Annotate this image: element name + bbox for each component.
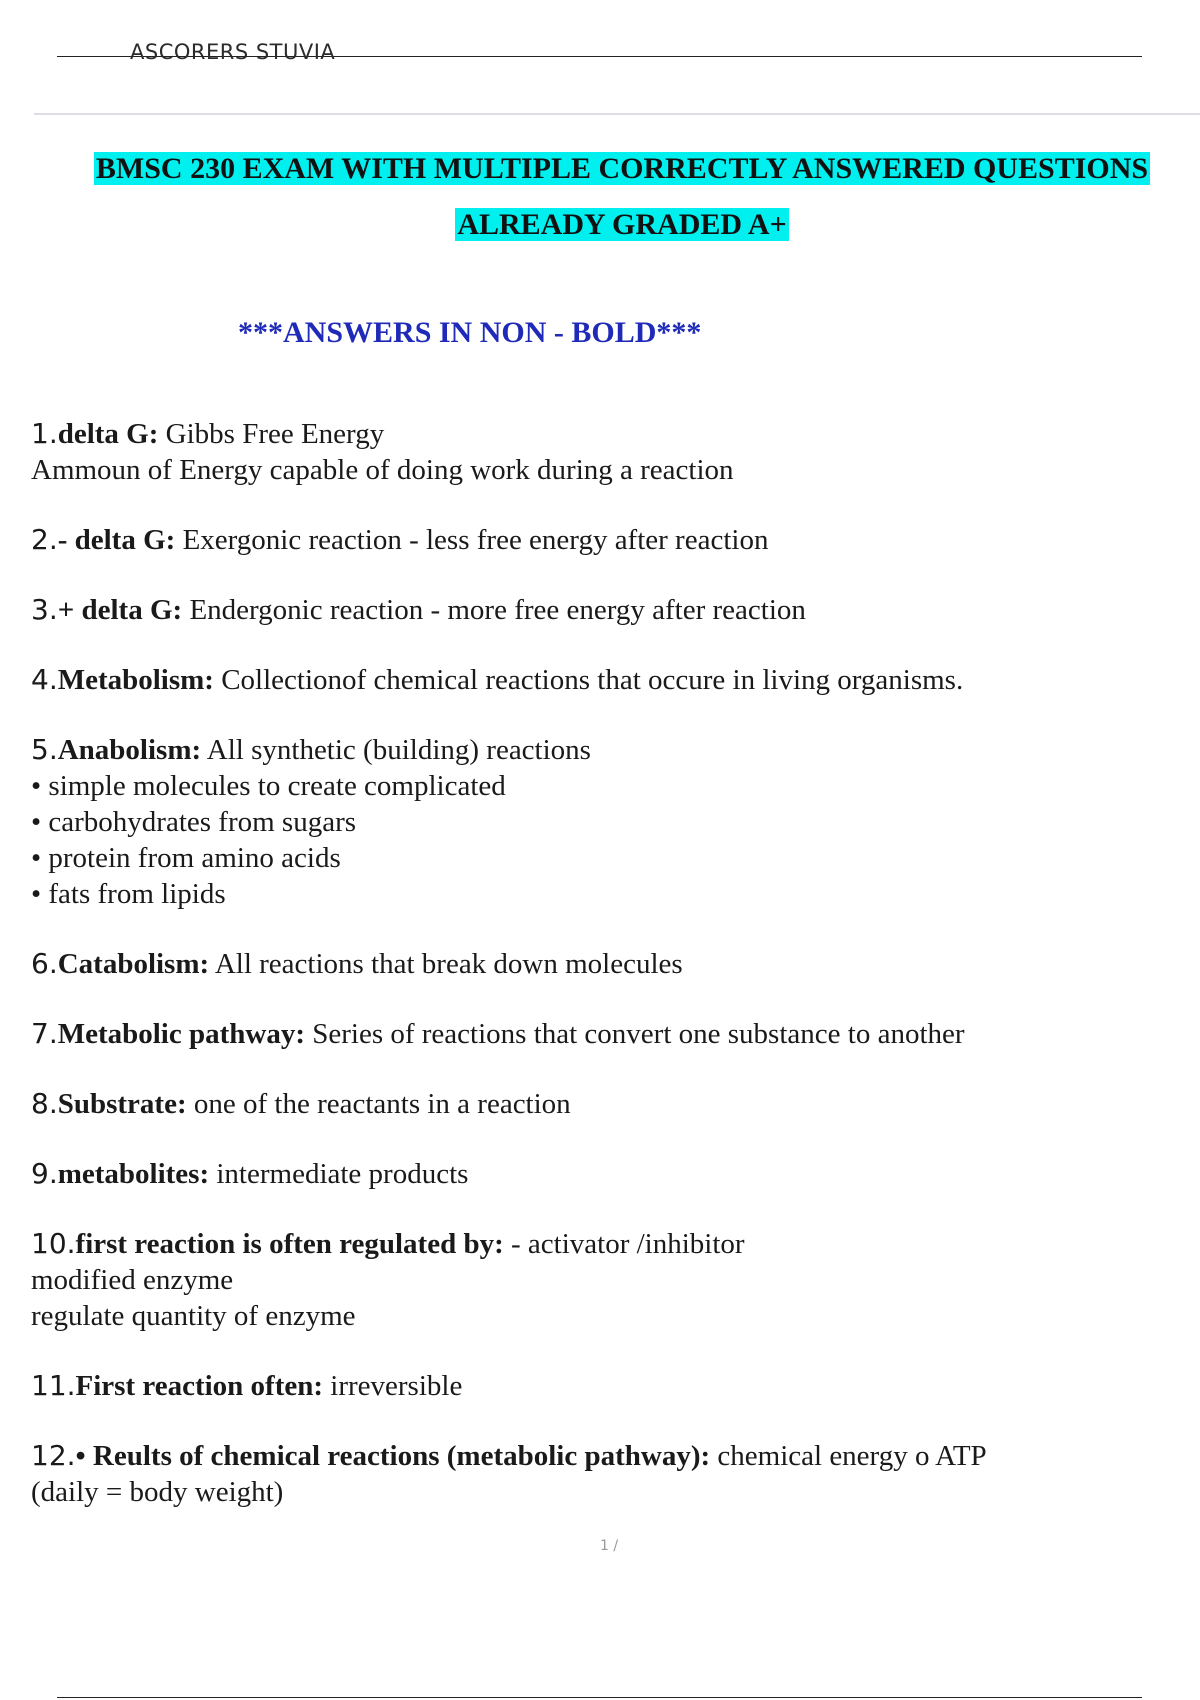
item-answer: Collectionof chemical reactions that occure in living organisms. <box>213 664 964 696</box>
qa-item-first-line <box>31 416 1171 452</box>
item-answer: Gibbs Free Energy <box>158 418 385 450</box>
title-line2-text: ALREADY GRADED A+ <box>457 208 787 241</box>
qa-item <box>31 1156 1171 1192</box>
item-number: 4. <box>31 663 58 696</box>
item-answer-line: Ammoun of Energy capable of doing work during a reaction <box>31 454 734 486</box>
qa-item <box>31 1226 1171 1334</box>
item-number: 8. <box>31 1087 58 1120</box>
qa-item-first-line <box>31 1156 1171 1192</box>
qa-item <box>31 416 1171 488</box>
item-answer-line: • carbohydrates from sugars <box>31 806 357 838</box>
item-answer: - activator /inhibitor <box>503 1228 745 1260</box>
item-number: 1. <box>31 417 58 450</box>
document-title-line2 <box>22 208 1200 242</box>
qa-item <box>31 522 1171 558</box>
qa-item <box>31 1438 1171 1510</box>
item-answer: intermediate products <box>209 1158 469 1190</box>
qa-item <box>31 662 1171 698</box>
item-term: First reaction often: <box>75 1370 324 1402</box>
qa-item-first-line <box>31 1016 1171 1052</box>
qa-item <box>31 946 1171 982</box>
item-answer-line: • simple molecules to create complicated <box>31 770 506 802</box>
item-term: delta G: <box>57 418 159 450</box>
page-number: 1 / <box>600 1538 619 1554</box>
item-number: 6. <box>31 947 58 980</box>
item-term: first reaction is often regulated by: <box>75 1228 504 1260</box>
header-brand: ASCORERS STUVIA <box>130 40 336 64</box>
item-answer-line: • protein from amino acids <box>31 842 341 874</box>
item-answer: chemical energy o ATP <box>710 1440 987 1472</box>
qa-list <box>31 416 1171 1544</box>
item-answer: All synthetic (building) reactions <box>201 734 591 766</box>
qa-item-first-line <box>31 522 1171 558</box>
item-answer: All reactions that break down molecules <box>209 948 683 980</box>
qa-item-first-line <box>31 592 1171 628</box>
item-number: 9. <box>31 1157 58 1190</box>
item-term: Metabolic pathway: <box>57 1018 305 1050</box>
item-answer: Series of reactions that convert one substance to another <box>305 1018 965 1050</box>
item-answer: Exergonic reaction - less free energy after reaction <box>175 524 769 556</box>
item-term: + delta G: <box>57 594 183 626</box>
qa-item-first-line <box>31 1438 1171 1474</box>
item-number: 2. <box>31 523 58 556</box>
qa-item-first-line <box>31 662 1171 698</box>
item-answer-line: • fats from lipids <box>31 878 226 910</box>
document-title-line1 <box>22 152 1200 186</box>
qa-item <box>31 1368 1171 1404</box>
item-number: 5. <box>31 733 58 766</box>
item-answer-line: (daily = body weight) <box>31 1476 284 1508</box>
qa-item <box>31 1086 1171 1122</box>
qa-item-first-line <box>31 946 1171 982</box>
qa-item <box>31 1016 1171 1052</box>
item-term: Substrate: <box>57 1088 187 1120</box>
qa-item-first-line <box>31 1086 1171 1122</box>
item-term: Metabolism: <box>57 664 214 696</box>
footer-rule <box>57 1697 1142 1698</box>
qa-item-first-line <box>31 732 1171 768</box>
qa-item <box>31 732 1171 912</box>
item-answer-line: regulate quantity of enzyme <box>31 1300 356 1332</box>
item-answer-line: modified enzyme <box>31 1264 234 1296</box>
item-term: • Reults of chemical reactions (metabolic pathway): <box>75 1440 711 1472</box>
item-number: 3. <box>31 593 58 626</box>
qa-item <box>31 592 1171 628</box>
item-term: Anabolism: <box>57 734 202 766</box>
item-term: metabolites: <box>57 1158 210 1190</box>
item-answer: irreversible <box>323 1370 463 1402</box>
item-answer: Endergonic reaction - more free energy after reaction <box>182 594 806 626</box>
header-divider <box>34 113 1200 115</box>
item-number: 12. <box>31 1439 76 1472</box>
item-answer: one of the reactants in a reaction <box>186 1088 571 1120</box>
qa-item-first-line <box>31 1368 1171 1404</box>
item-number: 10. <box>31 1227 76 1260</box>
item-term: - delta G: <box>57 524 176 556</box>
title-line1-text: BMSC 230 EXAM WITH MULTIPLE CORRECTLY ANSWERED QUESTIONS <box>95 152 1149 185</box>
item-number: 11. <box>31 1369 76 1402</box>
item-term: Catabolism: <box>57 948 210 980</box>
item-number: 7. <box>31 1017 58 1050</box>
qa-item-first-line <box>31 1226 1171 1262</box>
answers-note: ***ANSWERS IN NON - BOLD*** <box>238 316 702 349</box>
